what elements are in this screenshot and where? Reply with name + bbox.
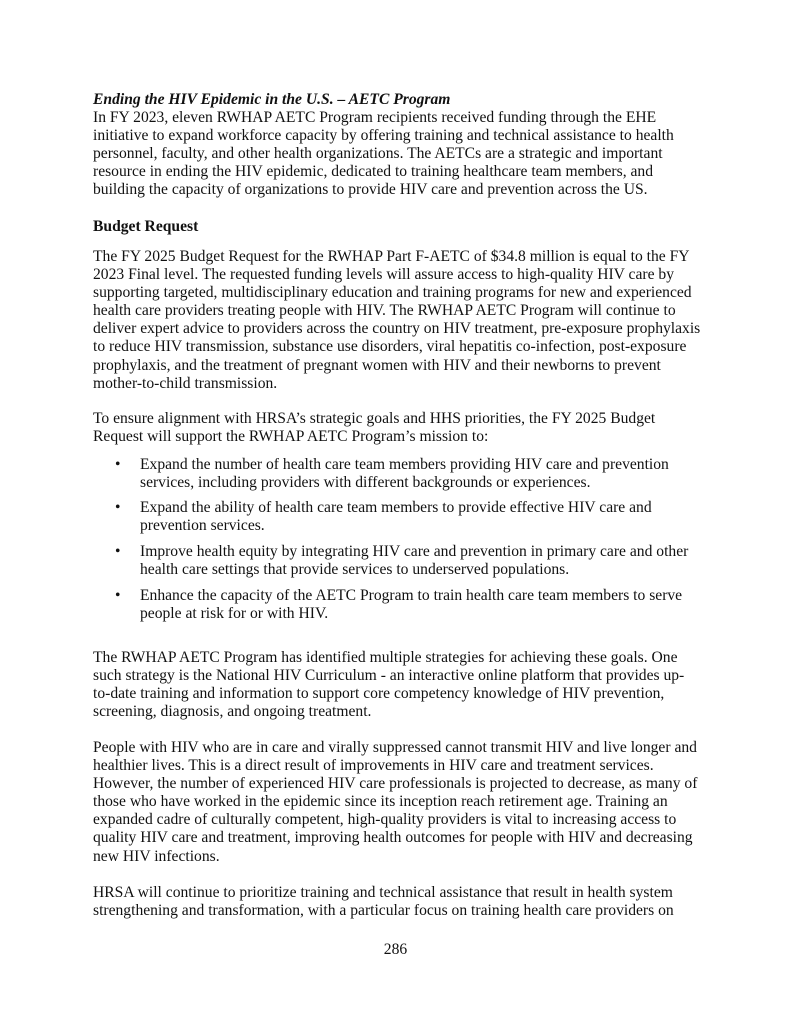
text-line: health care providers treating people with HIV. The RWHAP AETC Program will continue to xyxy=(93,302,676,320)
text-line: supporting targeted, multidisciplinary education and training programs for new and experienced xyxy=(93,284,692,302)
bullet-icon: • xyxy=(115,543,121,560)
text-line: healthier lives. This is a direct result of improvements in HIV care and treatment services. xyxy=(93,757,654,775)
bullet-icon: • xyxy=(115,587,121,604)
text-line: strengthening and transformation, with a particular focus on training health care providers on xyxy=(93,902,674,920)
text-line: The FY 2025 Budget Request for the RWHAP Part F-AETC of $34.8 million is equal to the FY xyxy=(93,248,690,265)
text-line: Improve health equity by integrating HIV care and prevention in primary care and other xyxy=(140,543,689,560)
text-line: To ensure alignment with HRSA’s strategic goals and HHS priorities, the FY 2025 Budget xyxy=(93,410,656,427)
text-line: deliver expert advice to providers across the country on HIV treatment, pre-exposure prophylaxis xyxy=(93,320,701,338)
bullet-icon: • xyxy=(115,499,121,516)
text-line: people at risk for or with HIV. xyxy=(140,605,329,623)
text-line: screening, diagnosis, and ongoing treatment. xyxy=(93,703,372,721)
text-line: health care settings that provide services to underserved populations. xyxy=(140,561,570,579)
text-line: prophylaxis, and the treatment of pregnant women with HIV and their newborns to prevent xyxy=(93,356,661,374)
page-number: 286 xyxy=(383,941,408,958)
text-line: mother-to-child transmission. xyxy=(93,374,278,392)
text-line: 2023 Final level. The requested funding levels will assure access to high-quality HIV care by xyxy=(93,266,675,284)
text-line: HRSA will continue to prioritize training and technical assistance that result in health system xyxy=(93,884,673,901)
text-line: Enhance the capacity of the AETC Program to train health care team members to serve xyxy=(140,587,683,604)
bullet-icon: • xyxy=(115,456,121,473)
text-line: quality HIV care and treatment, improving health outcomes for people with HIV and decreasing xyxy=(93,829,693,847)
budget-paragraph xyxy=(93,248,733,393)
text-line: to reduce HIV transmission, substance use disorders, viral hepatitis co-infection, post-exposure xyxy=(93,338,687,356)
text-line: However, the number of experienced HIV care professionals is projected to decrease, as many of xyxy=(93,775,698,793)
text-line: People with HIV who are in care and virally suppressed cannot transmit HIV and live longer and xyxy=(93,739,697,756)
text-line: to-date training and information to support core competency knowledge of HIV prevention, xyxy=(93,685,665,703)
text-line: Expand the ability of health care team members to provide effective HIV care and xyxy=(140,499,652,516)
text-line: services, including providers with different backgrounds or experiences. xyxy=(140,474,591,492)
text-line: personnel, faculty, and other health organizations. The AETCs are a strategic and important xyxy=(93,145,663,163)
text-line: Expand the number of health care team members providing HIV care and prevention xyxy=(140,456,669,473)
text-line: resource in ending the HIV epidemic, dedicated to training healthcare team members, and xyxy=(93,163,654,181)
budget-heading: Budget Request xyxy=(93,218,199,235)
text-line: new HIV infections. xyxy=(93,847,220,865)
section-heading: Ending the HIV Epidemic in the U.S. – AETC Program xyxy=(93,91,451,108)
text-line: initiative to expand workforce capacity by offering training and technical assistance to health xyxy=(93,127,674,145)
hrsa-paragraph xyxy=(93,884,733,920)
text-line: In FY 2023, eleven RWHAP AETC Program recipients received funding through the EHE xyxy=(93,109,657,127)
text-line: The RWHAP AETC Program has identified multiple strategies for achieving these goals. One xyxy=(93,649,678,666)
strategies-paragraph xyxy=(93,649,733,721)
text-line: Request will support the RWHAP AETC Program’s mission to: xyxy=(93,428,489,446)
ehe-section xyxy=(93,91,733,200)
text-line: building the capacity of organizations to provide HIV care and prevention across the US. xyxy=(93,181,648,199)
budget-heading-block xyxy=(93,218,733,236)
text-line: such strategy is the National HIV Curriculum - an interactive online platform that provides up- xyxy=(93,667,685,685)
text-line: those who have worked in the epidemic since its inception reach retirement age. Training an xyxy=(93,793,668,811)
alignment-paragraph xyxy=(93,410,733,446)
text-line: prevention services. xyxy=(140,517,265,535)
text-line: expanded cadre of culturally competent, high-quality providers is vital to increasing access to xyxy=(93,811,677,829)
people-paragraph xyxy=(93,739,733,866)
